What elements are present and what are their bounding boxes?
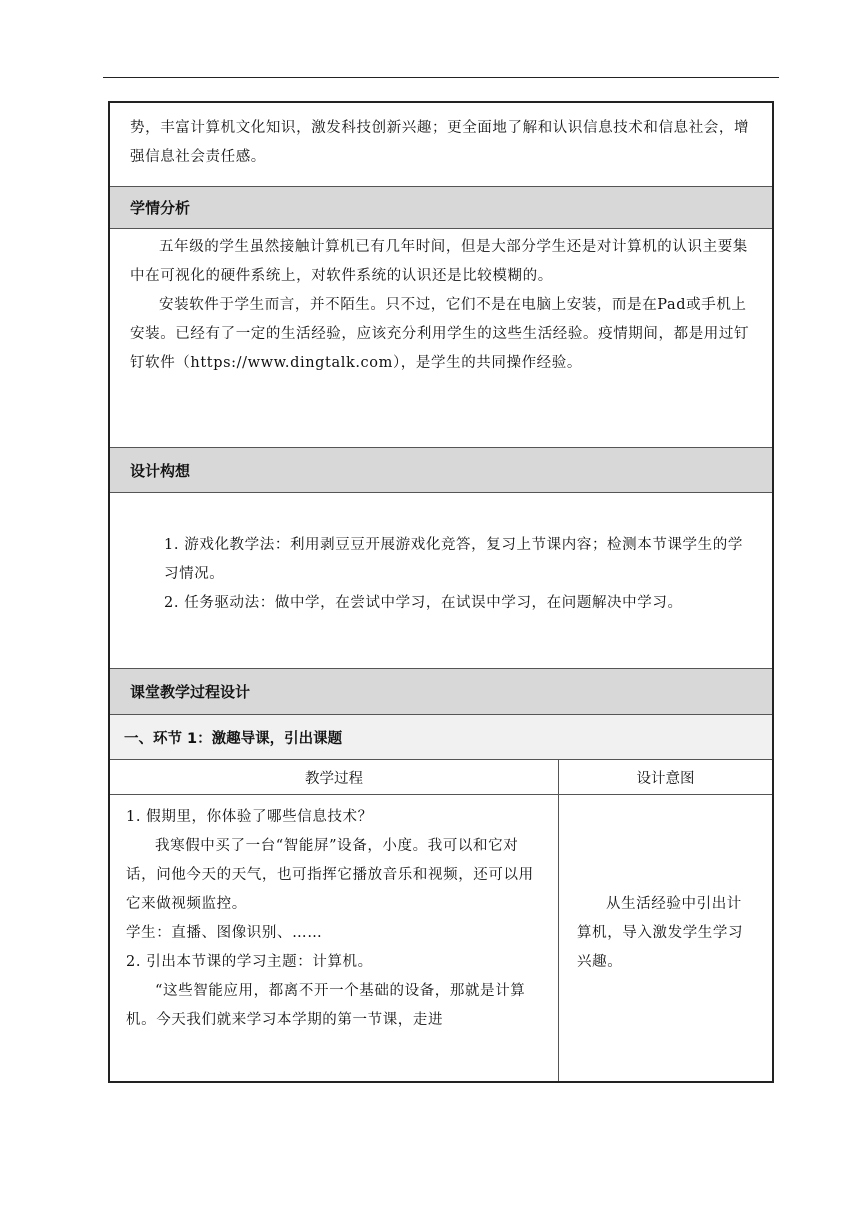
intent-text: 从生活经验中引出计算机，导入激发学生学习兴趣。	[577, 896, 744, 970]
continuation-text: 势，丰富计算机文化知识，激发科技创新兴趣；更全面地了解和认识信息技术和信息社会，增强信息社会责任感。	[130, 120, 750, 165]
section-header-student-analysis	[110, 187, 772, 229]
stage-title: 一、环节 1：激趣导课，引出课题	[124, 730, 343, 747]
paragraph: 五年级的学生虽然接触计算机已有几年时间，但是大部分学生还是对计算机的认识主要集中在可视化的硬件系统上，对软件系统的认识还是比较模糊的。	[130, 239, 748, 284]
header-rule	[103, 77, 779, 78]
process-cell	[110, 795, 559, 1081]
list-item: 2. 任务驱动法：做中学，在尝试中学习，在试误中学习，在问题解决中学习。	[164, 595, 683, 611]
process-row	[110, 795, 772, 1081]
continuation-cell	[110, 103, 772, 187]
list-item: 1. 游戏化教学法：利用剥豆豆开展游戏化竞答，复习上节课内容；检测本节课学生的学习情况。	[164, 537, 743, 582]
paragraph: 安装软件于学生而言，并不陌生。只不过，它们不是在电脑上安装，而是在Pad或手机上安装。已经有了一定的生活经验，应该充分利用学生的这些生活经验。疫情期间，都是用过钉钉软件（https://www.dingtalk.com），是学生的共同操作经验。	[130, 297, 750, 371]
column-header-process: 教学过程	[110, 760, 559, 794]
process-line: 学生：直播、图像识别、……	[126, 925, 323, 941]
student-analysis-body	[110, 229, 772, 448]
column-header-intent: 设计意图	[636, 770, 695, 787]
section-title: 学情分析	[130, 199, 191, 217]
design-idea-body	[110, 493, 772, 669]
section-header-process	[110, 669, 772, 715]
process-line: 1. 假期里，你体验了哪些信息技术？	[126, 809, 373, 825]
process-line: “这些智能应用，都离不开一个基础的设备，那就是计算机。今天我们就来学习本学期的第一节课，走进	[126, 983, 526, 1028]
section-title: 设计构想	[130, 461, 191, 480]
process-table-header	[110, 760, 772, 795]
intent-cell	[559, 795, 772, 1081]
process-line: 2. 引出本节课的学习主题：计算机。	[126, 954, 373, 970]
section-header-design-idea	[110, 448, 772, 493]
lesson-plan-table	[108, 101, 774, 1083]
section-title: 课堂教学过程设计	[130, 683, 251, 701]
stage-header	[110, 715, 772, 760]
process-line: 我寒假中买了一台“智能屏”设备，小度。我可以和它对话，问他今天的天气，也可指挥它播放音乐和视频，还可以用它来做视频监控。	[126, 838, 534, 912]
